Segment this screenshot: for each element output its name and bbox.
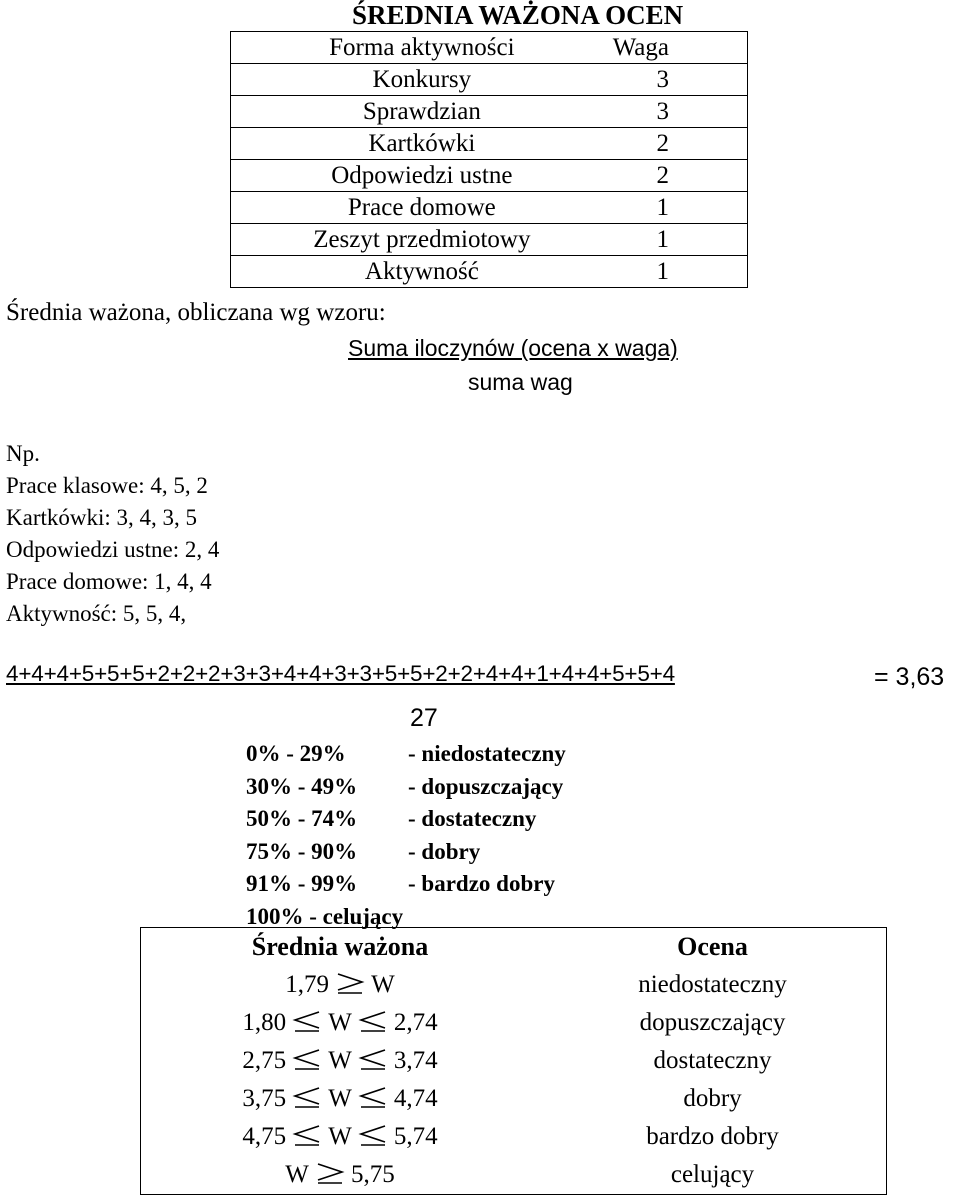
percent-range: 0% - 29% — [246, 741, 346, 766]
weights-row — [231, 128, 748, 160]
formula-denominator: suma wag — [468, 369, 573, 395]
page-title: ŚREDNIA WAŻONA OCEN — [352, 0, 684, 30]
range-var: 5,75 — [350, 1161, 395, 1188]
range-low: 1,79 — [285, 971, 330, 998]
percent-range: 91% - 99% — [246, 871, 358, 896]
weights-row — [231, 64, 748, 96]
weights-value: 2 — [613, 128, 748, 160]
grades-grade: dopuszczający — [639, 1009, 786, 1036]
grades-grade: bardzo dobry — [646, 1123, 779, 1150]
example-label: Np. — [6, 441, 40, 466]
weights-activity: Aktywność — [231, 256, 613, 288]
percent-range: 100% - celujący — [246, 903, 404, 929]
less-equal-icon — [358, 1048, 388, 1070]
range-var: W — [328, 1047, 352, 1074]
example-line: Kartkówki: 3, 4, 3, 5 — [6, 505, 198, 530]
percent-label: - dostateczny — [408, 806, 537, 831]
grades-grade: niedostateczny — [638, 971, 787, 998]
range-high: 4,74 — [393, 1085, 438, 1112]
example-block — [6, 438, 219, 630]
grades-grade: celujący — [670, 1161, 755, 1188]
weights-table — [230, 31, 748, 288]
grades-row — [141, 1004, 887, 1042]
less-equal-icon — [292, 1048, 322, 1070]
percent-range: 30% - 49% — [246, 773, 358, 799]
grades-row — [141, 1118, 887, 1156]
grades-range — [141, 1156, 540, 1195]
grades-range — [141, 1080, 540, 1118]
range-var: W — [371, 971, 395, 998]
weights-row — [231, 192, 748, 224]
example-line: Aktywność: 5, 5, 4, — [6, 601, 187, 626]
weights-row — [231, 224, 748, 256]
range-low: 3,75 — [242, 1085, 287, 1112]
grades-table — [140, 927, 887, 1195]
range-var: W — [328, 1123, 352, 1150]
grades-row — [141, 1156, 887, 1195]
weights-value: 1 — [613, 256, 748, 288]
example-line: Prace domowe: 1, 4, 4 — [6, 569, 212, 594]
range-var: W — [328, 1085, 352, 1112]
weights-header-row — [231, 32, 748, 64]
calc-result: = 3,63 — [874, 663, 945, 691]
grades-row — [141, 966, 887, 1004]
grades-range — [141, 1004, 540, 1042]
less-equal-icon — [292, 1124, 322, 1146]
percent-label: - bardzo dobry — [408, 871, 555, 896]
example-line: Odpowiedzi ustne: 2, 4 — [6, 537, 220, 562]
weights-value: 1 — [613, 192, 748, 224]
grades-row — [141, 1080, 887, 1118]
grades-range — [141, 1042, 540, 1080]
calc-denominator: 27 — [410, 704, 438, 732]
less-equal-icon — [358, 1010, 388, 1032]
grades-header-row — [141, 928, 887, 967]
greater-equal-icon — [315, 1162, 345, 1184]
weights-activity: Konkursy — [231, 64, 613, 96]
weights-row — [231, 96, 748, 128]
weights-value: 1 — [613, 224, 748, 256]
percent-label: - niedostateczny — [408, 741, 566, 766]
less-equal-icon — [292, 1010, 322, 1032]
percent-range: 50% - 74% — [246, 806, 358, 831]
grades-grade: dobry — [683, 1085, 742, 1112]
range-low: 4,75 — [242, 1123, 287, 1150]
grades-header-average: Średnia ważona — [251, 932, 429, 961]
weights-activity: Prace domowe — [231, 192, 613, 224]
less-equal-icon — [358, 1086, 388, 1108]
grades-row — [141, 1042, 887, 1080]
range-high: 3,74 — [393, 1047, 438, 1074]
less-equal-icon — [358, 1124, 388, 1146]
range-var: W — [328, 1009, 352, 1036]
formula-numerator: Suma iloczynów (ocena x waga) — [348, 335, 678, 361]
weights-activity: Zeszyt przedmiotowy — [231, 224, 613, 256]
grades-range — [141, 1118, 540, 1156]
weights-header-activity: Forma aktywności — [231, 32, 613, 64]
range-high: 5,74 — [393, 1123, 438, 1150]
less-equal-icon — [292, 1086, 322, 1108]
greater-equal-icon — [335, 972, 365, 994]
percent-range: 75% - 90% — [246, 838, 358, 864]
weights-value: 3 — [613, 64, 748, 96]
range-low: W — [285, 1161, 309, 1188]
grades-range — [141, 966, 540, 1004]
range-high: 2,74 — [393, 1009, 438, 1036]
weights-row — [231, 256, 748, 288]
calc-numerator: 4+4+4+5+5+5+2+2+2+3+3+4+4+3+3+5+5+2+2+4+4+1+4+4+5+5+4 — [6, 661, 675, 686]
example-line: Prace klasowe: 4, 5, 2 — [6, 473, 208, 498]
range-low: 1,80 — [242, 1009, 287, 1036]
weights-activity: Sprawdzian — [231, 96, 613, 128]
weights-activity: Kartkówki — [231, 128, 613, 160]
range-low: 2,75 — [242, 1047, 287, 1074]
weights-row — [231, 160, 748, 192]
percent-label: - dopuszczający — [408, 773, 564, 799]
weights-value: 3 — [613, 96, 748, 128]
grades-header-grade: Ocena — [677, 932, 748, 961]
grades-grade: dostateczny — [653, 1047, 772, 1074]
percent-label: - dobry — [408, 838, 481, 864]
weights-value: 2 — [613, 160, 748, 192]
weights-header-weight: Waga — [613, 32, 748, 64]
formula-intro: Średnia ważona, obliczana wg wzoru: — [6, 299, 386, 326]
weights-activity: Odpowiedzi ustne — [231, 160, 613, 192]
